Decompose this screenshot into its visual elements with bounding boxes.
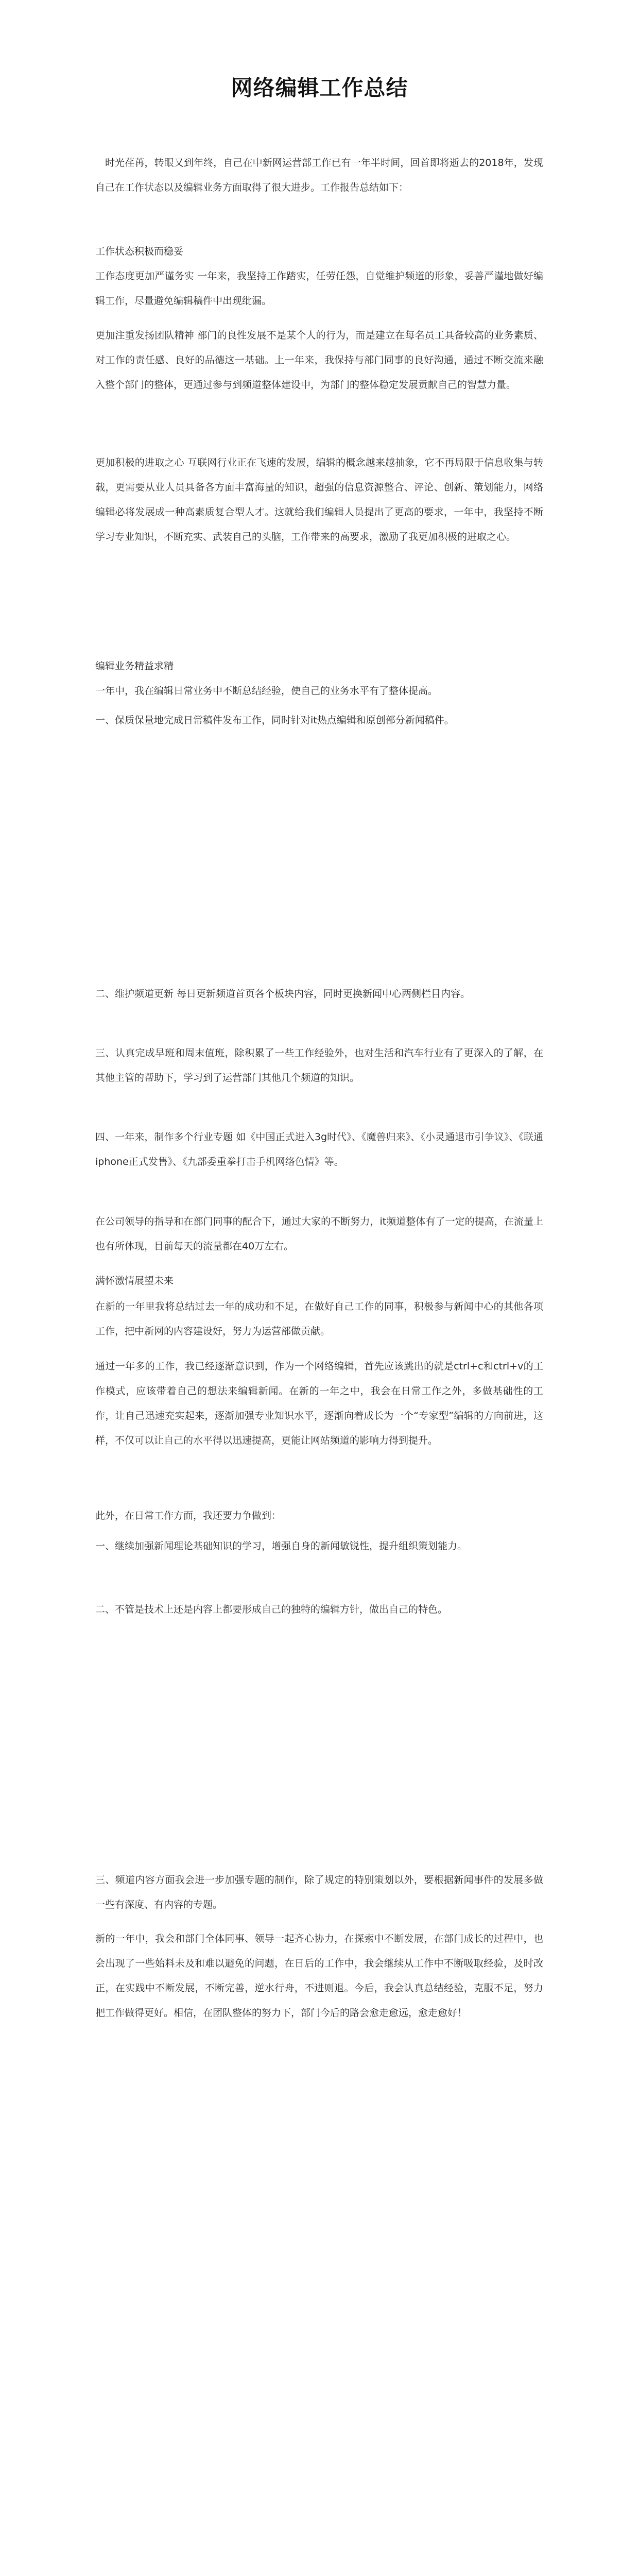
paragraph-channel-traffic: 在公司领导的指导和在部门同事的配合下，通过大家的不断努力，it频道整体有了一定的提高，在流量上也有所体现，目前每天的流量都在40万左右。 (95, 1216, 543, 1252)
paragraph-enterprising-spirit: 更加积极的进取之心 互联网行业正在飞速的发展，编辑的概念越来越抽象，它不再局限于信息收集与转载，更需要从业人员具备各方面丰富海量的知识，超强的信息资源整合、评论、创新、策划能力，网络编辑必将发展成一种高素质复合型人才。这就给我们编辑人员提出了更高的要求，一年中，我坚持不断学习专业知识，不断充实、武装自己的头脑，工作带来的高要求，激励了我更加积极的进取之心。 (95, 457, 543, 543)
list-item-daily-publishing: 一、保质保量地完成日常稿件发布工作，同时针对it热点编辑和原创部分新闻稿件。 (95, 715, 454, 726)
section-heading-editing-business: 编辑业务精益求精 (95, 660, 174, 672)
paragraph-new-year-plan: 在新的一年里我将总结过去一年的成功和不足，在做好自己工作的同事，积极参与新闻中心的其他各项工作，把中新网的内容建设好，努力为运营部做贡献。 (95, 1301, 543, 1337)
paragraph-business-improvement: 一年中，我在编辑日常业务中不断总结经验，使自己的业务水平有了整体提高。 (95, 685, 438, 697)
list-item-topic-specials: 四、一年来，制作多个行业专题 如《中国正式进入3g时代》、《魔兽归来》、《小灵通退市引争议》、《联通iphone正式发售》、《九部委重拳打击手机网络色情》等。 (95, 1131, 543, 1167)
list-item-special-topics: 三、频道内容方面我会进一步加强专题的制作，除了规定的特别策划以外，要根据新闻事件的发展多做一些有深度、有内容的专题。 (95, 1874, 543, 1910)
section-heading-future-outlook: 满怀激情展望未来 (95, 1275, 174, 1286)
paragraph-daily-work-goals: 此外，在日常工作方面，我还要力争做到： (95, 1510, 282, 1521)
list-item-theory-study: 一、继续加强新闻理论基础知识的学习，增强自身的新闻敏锐性，提升组织策划能力。 (95, 1540, 468, 1552)
section-heading-work-status: 工作状态积极而稳妥 (95, 246, 184, 257)
paragraph-team-spirit: 更加注重发扬团队精神 部门的良性发展不是某个人的行为，而是建立在每名员工具备较高的业务素质、对工作的责任感、良好的品德这一基础。上一年来，我保持与部门同事的良好沟通，通过不断交流来融入整个部门的整体，更通过参与到频道整体建设中，为部门的整体稳定发展贡献自己的智慧力量。 (95, 330, 543, 391)
list-item-unique-style: 二、不管是技术上还是内容上都要形成自己的独特的编辑方针，做出自己的特色。 (95, 1604, 448, 1615)
paragraph-closing: 新的一年中，我会和部门全体同事、领导一起齐心协力，在探索中不断发展，在部门成长的过程中，也会出现了一些始料未及和难以避免的问题，在日后的工作中，我会继续从工作中不断吸取经验，及时改正，在实践中不断发展，不断完善，逆水行舟，不进则退。今后，我会认真总结经验，克服不足，努力把工作做得更好。相信，在团队整体的努力下，部门今后的路会愈走愈远，愈走愈好！ (95, 1933, 543, 2019)
paragraph-work-attitude: 工作态度更加严谨务实 一年来，我坚持工作踏实，任劳任怨，自觉维护频道的形象，妥善严谨地做好编辑工作，尽量避免编辑稿件中出现纰漏。 (95, 270, 543, 307)
list-item-channel-updates: 二、维护频道更新 每日更新频道首页各个板块内容，同时更换新闻中心两侧栏目内容。 (95, 988, 471, 999)
list-item-duty-shifts: 三、认真完成早班和周末值班，除积累了一些工作经验外，也对生活和汽车行业有了更深入的了解，在其他主管的帮助下，学习到了运营部门其他几个频道的知识。 (95, 1047, 543, 1083)
paragraph-expert-editor-goal: 通过一年多的工作，我已经逐渐意识到，作为一个网络编辑，首先应该跳出的就是ctrl+c和ctrl+v的工作模式，应该带着自己的想法来编辑新闻。在新的一年之中，我会在日常工作之外，多做基础性的工作，让自己迅速充实起来，逐渐加强专业知识水平，逐渐向着成长为一个“专家型”编辑的方向前进，这样，不仅可以让自己的水平得以迅速提高，更能让网站频道的影响力得到提升。 (95, 1361, 543, 1446)
intro-paragraph: 时光荏苒，转眼又到年终，自己在中新网运营部工作已有一年半时间，回首即将逝去的2018年，发现自己在工作状态以及编辑业务方面取得了很大进步。工作报告总结如下： (95, 157, 543, 193)
document-title: 网络编辑工作总结 (231, 75, 408, 100)
